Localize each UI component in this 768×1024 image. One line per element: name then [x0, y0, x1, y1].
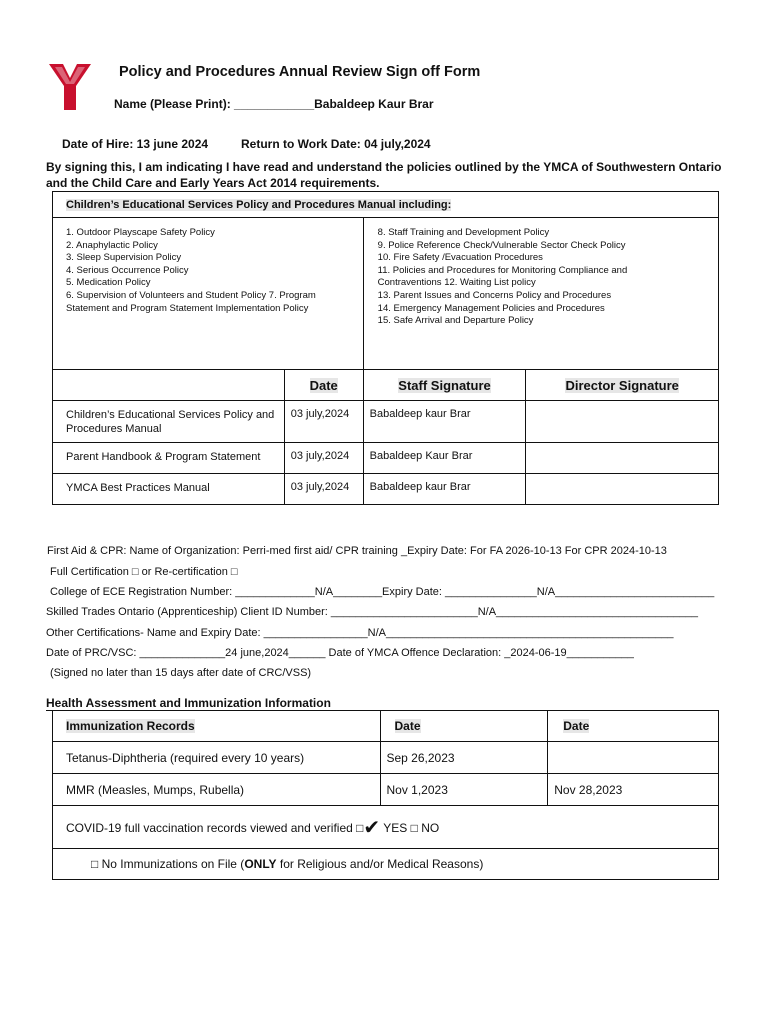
signed-note: (Signed no later than 15 days after date of CRC/VSS)	[50, 667, 312, 679]
health-section-title: Health Assessment and Immunization Information	[46, 696, 331, 710]
name-value: Babaldeep Kaur Brar	[314, 97, 434, 111]
row-date: 03 july,2024	[284, 401, 363, 443]
immunization-record: MMR (Measles, Mumps, Rubella)	[53, 774, 381, 806]
list-item: 8. Staff Training and Development Policy	[377, 227, 550, 238]
list-item: 5. Medication Policy	[66, 277, 151, 289]
col-date2-cell	[548, 711, 719, 742]
no-immunizations-row[interactable]: □ No Immunizations on File (ONLY for Religious and/or Medical Reasons)	[53, 849, 719, 880]
blank-header-cell	[53, 370, 285, 401]
covid-text: COVID-19 full vaccination records viewed and verified □	[66, 820, 364, 835]
list-item: 13. Parent Issues and Concerns Policy and Procedures	[377, 289, 612, 301]
col-records-cell	[53, 711, 381, 742]
list-item: 11. Policies and Procedures for Monitoring Compliance and	[377, 264, 628, 276]
row-date: 03 july,2024	[284, 443, 363, 474]
row-director-signature[interactable]	[526, 401, 719, 443]
col-staff-cell	[363, 370, 526, 401]
row-date: 03 july,2024	[284, 474, 363, 505]
col-immunization-records: Immunization Records	[66, 719, 195, 733]
col-date-1: Date	[394, 719, 421, 733]
immunization-date-1: Nov 1,2023	[380, 774, 548, 806]
return-date: Return to Work Date: 04 july,2024	[241, 137, 431, 151]
list-item: 1. Outdoor Playscape Safety Policy	[66, 227, 215, 238]
covid-verification-row	[53, 806, 719, 849]
checkmark-icon[interactable]: ✔	[363, 816, 381, 839]
covid-yes-no[interactable]: YES □ NO	[380, 820, 440, 835]
col-date-2: Date	[563, 719, 590, 733]
row-doc: Children’s Educational Services Policy and Procedures Manual	[53, 401, 285, 443]
list-item: 9. Police Reference Check/Vulnerable Sector Check Policy	[377, 239, 626, 251]
list-item: 4. Serious Occurrence Policy	[66, 264, 189, 276]
table-row	[53, 774, 719, 806]
immunization-date-2: Nov 28,2023	[548, 774, 719, 806]
table-row	[53, 474, 719, 505]
skilled-trades-id: Skilled Trades Ontario (Apprenticeship) Client ID Number: ________________________N/A_________________________________	[46, 606, 698, 618]
immunization-date-2	[548, 742, 719, 774]
hire-date: Date of Hire: 13 june 2024	[62, 137, 209, 151]
policy-manual-heading: Children’s Educational Services Policy and Procedures Manual including:	[66, 198, 452, 211]
table-row	[53, 443, 719, 474]
first-aid-cpr: First Aid & CPR: Name of Organization: Perri-med first aid/ CPR training _Expiry Date: For FA 2026-10-13 For CPR 2024-10-13	[47, 545, 667, 557]
immunization-table	[52, 710, 719, 880]
row-director-signature[interactable]	[526, 474, 719, 505]
policy-table	[52, 191, 719, 505]
full-certification: Full Certification □ or Re-certification □	[50, 566, 238, 578]
policy-list-right	[363, 218, 718, 370]
col-staff-signature: Staff Signature	[398, 377, 491, 393]
ece-registration: College of ECE Registration Number: _____________N/A________Expiry Date: _______________N/A__________________________	[50, 586, 715, 598]
immunization-date-1: Sep 26,2023	[380, 742, 548, 774]
policy-manual-heading-cell	[53, 192, 719, 218]
list-item: 10. Fire Safety /Evacuation Procedures	[377, 252, 543, 264]
col-director-cell	[526, 370, 719, 401]
ymca-logo	[49, 64, 91, 110]
table-row	[53, 742, 719, 774]
list-item: Contraventions 12. Waiting List policy	[377, 277, 536, 289]
form-title: Policy and Procedures Annual Review Sign off Form	[119, 64, 481, 80]
list-item: 3. Sleep Supervision Policy	[66, 252, 182, 264]
intro-statement: By signing this, I am indicating I have read and understand the policies outlined by the YMCA of Southwestern Ontario and the Child Care and Early Years Act 2014 requirements.	[46, 160, 722, 190]
list-item: 2. Anaphylactic Policy	[66, 239, 158, 251]
col-date: Date	[309, 377, 338, 393]
list-item: 14. Emergency Management Policies and Procedures	[377, 302, 605, 314]
other-certifications: Other Certifications- Name and Expiry Date: _________________N/A_______________________________________________	[46, 627, 674, 639]
col-date1-cell	[380, 711, 548, 742]
row-director-signature[interactable]	[526, 443, 719, 474]
row-staff-signature[interactable]: Babaldeep kaur Brar	[363, 474, 526, 505]
list-item: 15. Safe Arrival and Departure Policy	[377, 315, 534, 327]
policy-list-left	[53, 218, 364, 370]
prc-vsc-date: Date of PRC/VSC: ______________24 june,2024______ Date of YMCA Offence Declaration: _2024-06-19___________	[46, 647, 634, 659]
immunization-record: Tetanus-Diphtheria (required every 10 years)	[53, 742, 381, 774]
list-item: 6. Supervision of Volunteers and Student Policy 7. Program	[66, 289, 316, 301]
table-row	[53, 401, 719, 443]
list-item: Statement and Program Statement Implementation Policy	[66, 302, 309, 314]
row-doc: YMCA Best Practices Manual	[53, 474, 285, 505]
row-staff-signature[interactable]: Babaldeep Kaur Brar	[363, 443, 526, 474]
name-field: Name (Please Print): ____________Babaldeep Kaur Brar	[114, 97, 434, 111]
row-doc: Parent Handbook & Program Statement	[53, 443, 285, 474]
col-director-signature: Director Signature	[565, 377, 679, 393]
col-date-cell	[284, 370, 363, 401]
row-staff-signature[interactable]: Babaldeep kaur Brar	[363, 401, 526, 443]
